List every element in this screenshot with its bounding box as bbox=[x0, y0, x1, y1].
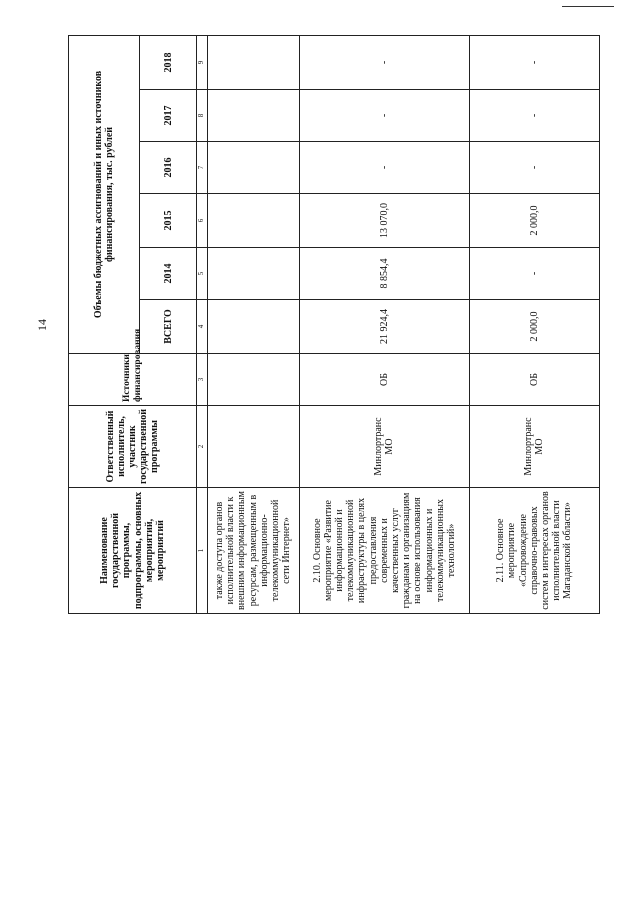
header-name: Наименование государственной программы, подпрограммы, основных мероприятий, мероприятий bbox=[69, 488, 197, 614]
row-value-2016 bbox=[207, 142, 299, 194]
table-row bbox=[469, 35, 599, 613]
table-row bbox=[207, 35, 299, 613]
row-name: также доступа органов исполнительной власти к внешним информационным ресурсам, размещенным в информационно-телекоммуникационной сети Интернет» bbox=[207, 488, 299, 614]
index-cell: 6 bbox=[197, 194, 207, 248]
index-cell: 7 bbox=[197, 142, 207, 194]
row-value-2014: 8 854,4 bbox=[299, 248, 469, 300]
row-value-2017: - bbox=[299, 90, 469, 142]
row-source: ОБ bbox=[299, 354, 469, 406]
row-value-2014: - bbox=[469, 248, 599, 300]
row-executor: Минлортранс МО bbox=[299, 406, 469, 488]
table-row bbox=[299, 35, 469, 613]
index-cell: 4 bbox=[197, 300, 207, 354]
index-cell: 9 bbox=[197, 35, 207, 89]
row-value-2018: - bbox=[469, 35, 599, 89]
header-volumes: Объемы бюджетных ассигнований и иных источников финансирования, тыс. рублей bbox=[69, 35, 140, 353]
header-source: Источники финансирования bbox=[69, 354, 197, 406]
row-value-2016: - bbox=[299, 142, 469, 194]
index-cell: 8 bbox=[197, 90, 207, 142]
row-value-total bbox=[207, 300, 299, 354]
index-cell: 2 bbox=[197, 406, 207, 488]
row-source bbox=[207, 354, 299, 406]
row-name: 2.11. Основное мероприятие «Сопровождение справочно-правовых систем в интересах органов исполнительной власти Магаданской области» bbox=[469, 488, 599, 614]
row-value-2016: - bbox=[469, 142, 599, 194]
header-year-2015: 2015 bbox=[140, 194, 197, 248]
row-value-2015: 2 000,0 bbox=[469, 194, 599, 248]
row-value-2015 bbox=[207, 194, 299, 248]
row-value-total: 21 924,4 bbox=[299, 300, 469, 354]
index-cell: 1 bbox=[197, 488, 207, 614]
row-value-2015: 13 070,0 bbox=[299, 194, 469, 248]
header-executor: Ответственный исполнитель, участник государственной программы bbox=[69, 406, 197, 488]
row-value-2018: - bbox=[299, 35, 469, 89]
row-value-2018 bbox=[207, 35, 299, 89]
page-number: 14 bbox=[35, 319, 49, 331]
row-value-2017 bbox=[207, 90, 299, 142]
row-value-2017: - bbox=[469, 90, 599, 142]
index-cell: 5 bbox=[197, 248, 207, 300]
header-year-2018: 2018 bbox=[140, 35, 197, 89]
row-value-2014 bbox=[207, 248, 299, 300]
header-year-2016: 2016 bbox=[140, 142, 197, 194]
row-executor bbox=[207, 406, 299, 488]
top-rule bbox=[562, 6, 614, 7]
rotated-page bbox=[32, 36, 600, 614]
row-value-total: 2 000,0 bbox=[469, 300, 599, 354]
header-year-2017: 2017 bbox=[140, 90, 197, 142]
budget-table bbox=[68, 35, 600, 614]
header-year-total: ВСЕГО bbox=[140, 300, 197, 354]
row-source: ОБ bbox=[469, 354, 599, 406]
header-year-2014: 2014 bbox=[140, 248, 197, 300]
row-name: 2.10. Основное мероприятие «Развитие информационной и телекоммуникационной инфраструктуры в целях предоставления современных и качественных услуг гражданам и организациям на основе использования информационных и телекоммуникационных технологий» bbox=[299, 488, 469, 614]
index-cell: 3 bbox=[197, 354, 207, 406]
row-executor: Минлортранс МО bbox=[469, 406, 599, 488]
